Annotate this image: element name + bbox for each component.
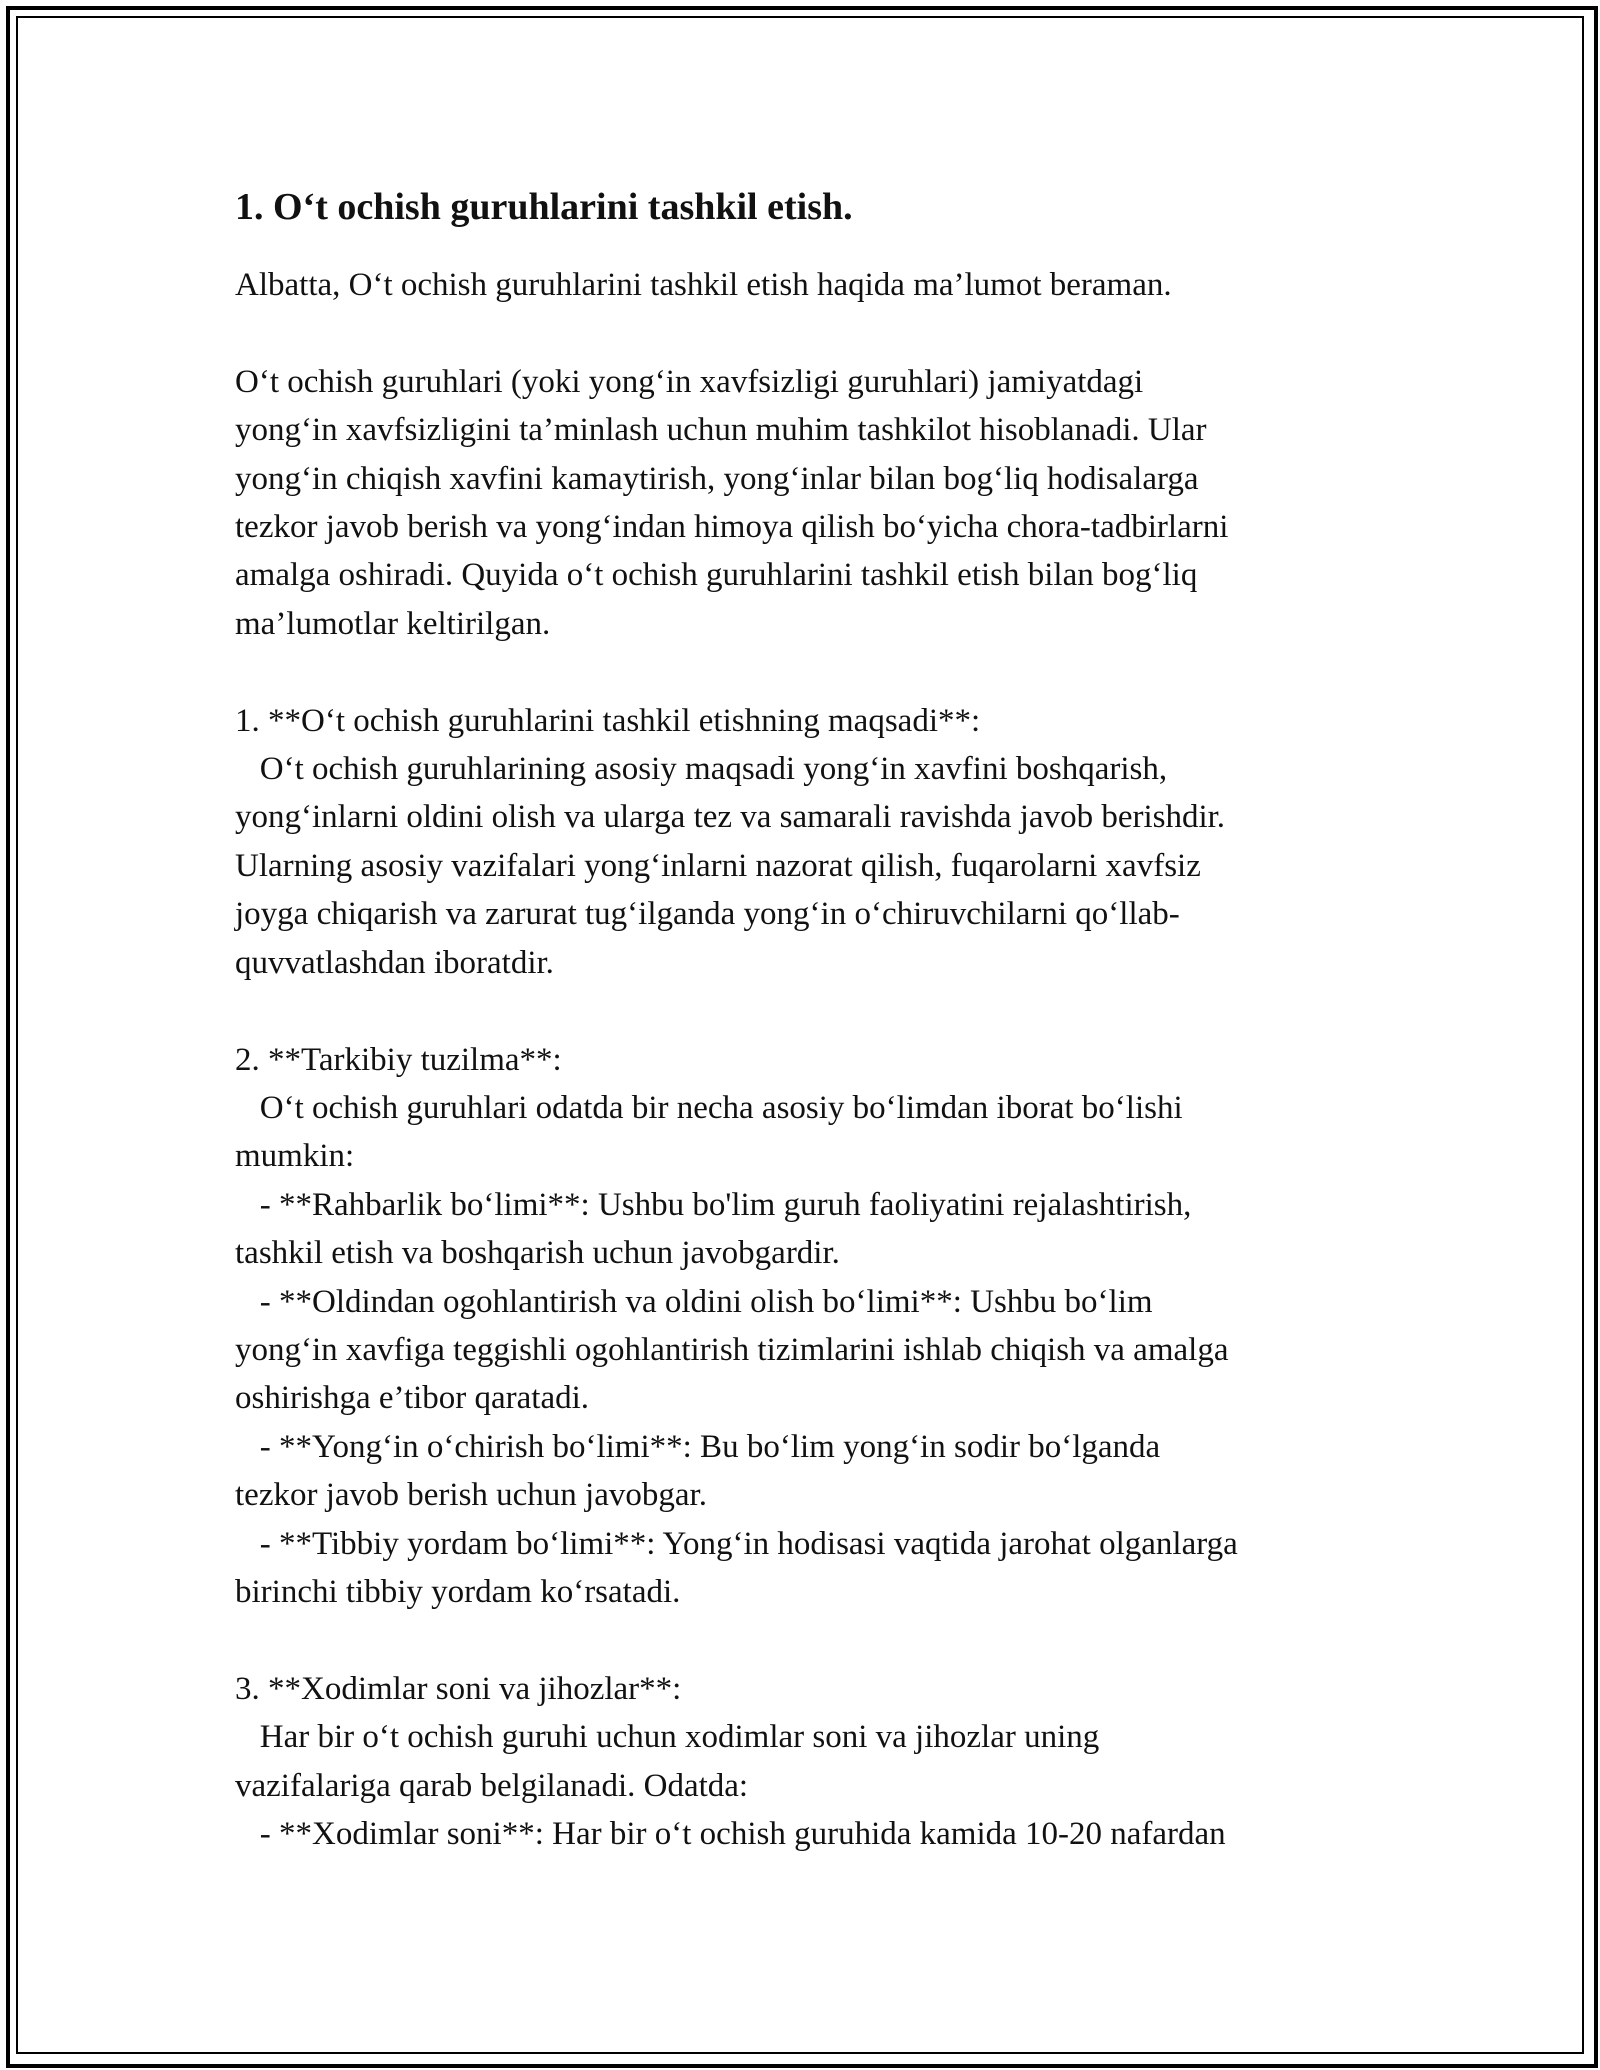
text-line: tezkor javob berish va yong‘indan himoya qilish bo‘yicha chora-tadbirlarni: [235, 509, 1229, 546]
text-line: birinchi tibbiy yordam ko‘rsatadi.: [235, 1573, 681, 1610]
blank-line: [235, 309, 1375, 357]
text-line: - **Xodimlar soni**: Har bir o‘t ochish guruhida kamida 10-20 nafardan: [235, 1816, 1226, 1852]
text-line: Har bir o‘t ochish guruhi uchun xodimlar soni va jihozlar uning: [235, 1719, 1100, 1756]
text-line: yong‘in xavfiga teggishli ogohlantirish tizimlarini ishlab chiqish va amalga: [235, 1331, 1229, 1368]
text-line: Ularning asosiy vazifalari yong‘inlarni nazorat qilish, fuqarolarni xavfsiz: [235, 847, 1201, 884]
text-line: - **Tibbiy yordam bo‘limi**: Yong‘in hodisasi vaqtida jarohat olganlarga: [235, 1525, 1238, 1562]
text-line: 3. **Xodimlar soni va jihozlar**:: [235, 1670, 682, 1707]
text-line: tashkil etish va boshqarish uchun javobgardir.: [235, 1235, 840, 1272]
text-line: quvvatlashdan iboratdir.: [235, 944, 554, 981]
text-line: tezkor javob berish uchun javobgar.: [235, 1477, 707, 1514]
document-title: 1. O‘t ochish guruhlarini tashkil etish.: [235, 186, 853, 228]
text-line: yong‘in xavfsizligini ta’minlash uchun muhim tashkilot hisoblanadi. Ular: [235, 412, 1207, 449]
text-line: - **Oldindan ogohlantirish va oldini olish bo‘limi**: Ushbu bo‘lim: [235, 1283, 1153, 1320]
text-line: - **Yong‘in o‘chirish bo‘limi**: Bu bo‘lim yong‘in sodir bo‘lganda: [235, 1428, 1161, 1465]
text-line: yong‘inlarni oldini olish va ularga tez va samarali ravishda javob berishdir.: [235, 799, 1226, 836]
blank-line: [235, 987, 1375, 1035]
text-line: joyga chiqarish va zarurat tug‘ilganda yong‘in o‘chiruvchilarni qo‘llab-: [235, 896, 1180, 933]
text-line: mumkin:: [235, 1138, 355, 1175]
document-page: [235, 185, 1375, 1858]
text-line: - **Rahbarlik bo‘limi**: Ushbu bo'lim guruh faoliyatini rejalashtirish,: [235, 1186, 1192, 1223]
text-line: O‘t ochish guruhlari odatda bir necha asosiy bo‘limdan iborat bo‘lishi: [235, 1089, 1183, 1126]
document-body: [235, 261, 1375, 1858]
text-line: O‘t ochish guruhlarining asosiy maqsadi yong‘in xavfini boshqarish,: [235, 751, 1168, 788]
blank-line: [235, 648, 1375, 696]
text-line: O‘t ochish guruhlari (yoki yong‘in xavfsizligi guruhlari) jamiyatdagi: [235, 363, 1144, 400]
text-line: yong‘in chiqish xavfini kamaytirish, yong‘inlar bilan bog‘liq hodisalarga: [235, 460, 1199, 497]
text-line: vazifalariga qarab belgilanadi. Odatda:: [235, 1767, 749, 1804]
text-line: oshirishga e’tibor qaratadi.: [235, 1380, 590, 1417]
text-line: amalga oshiradi. Quyida o‘t ochish guruhlarini tashkil etish bilan bog‘liq: [235, 557, 1198, 594]
blank-line: [235, 1616, 1375, 1664]
text-line: 1. **O‘t ochish guruhlarini tashkil etishning maqsadi**:: [235, 702, 981, 739]
text-line: 2. **Tarkibiy tuzilma**:: [235, 1041, 562, 1078]
text-line: ma’lumotlar keltirilgan.: [235, 605, 551, 642]
text-line: Albatta, O‘t ochish guruhlarini tashkil etish haqida ma’lumot beraman.: [235, 267, 1172, 303]
